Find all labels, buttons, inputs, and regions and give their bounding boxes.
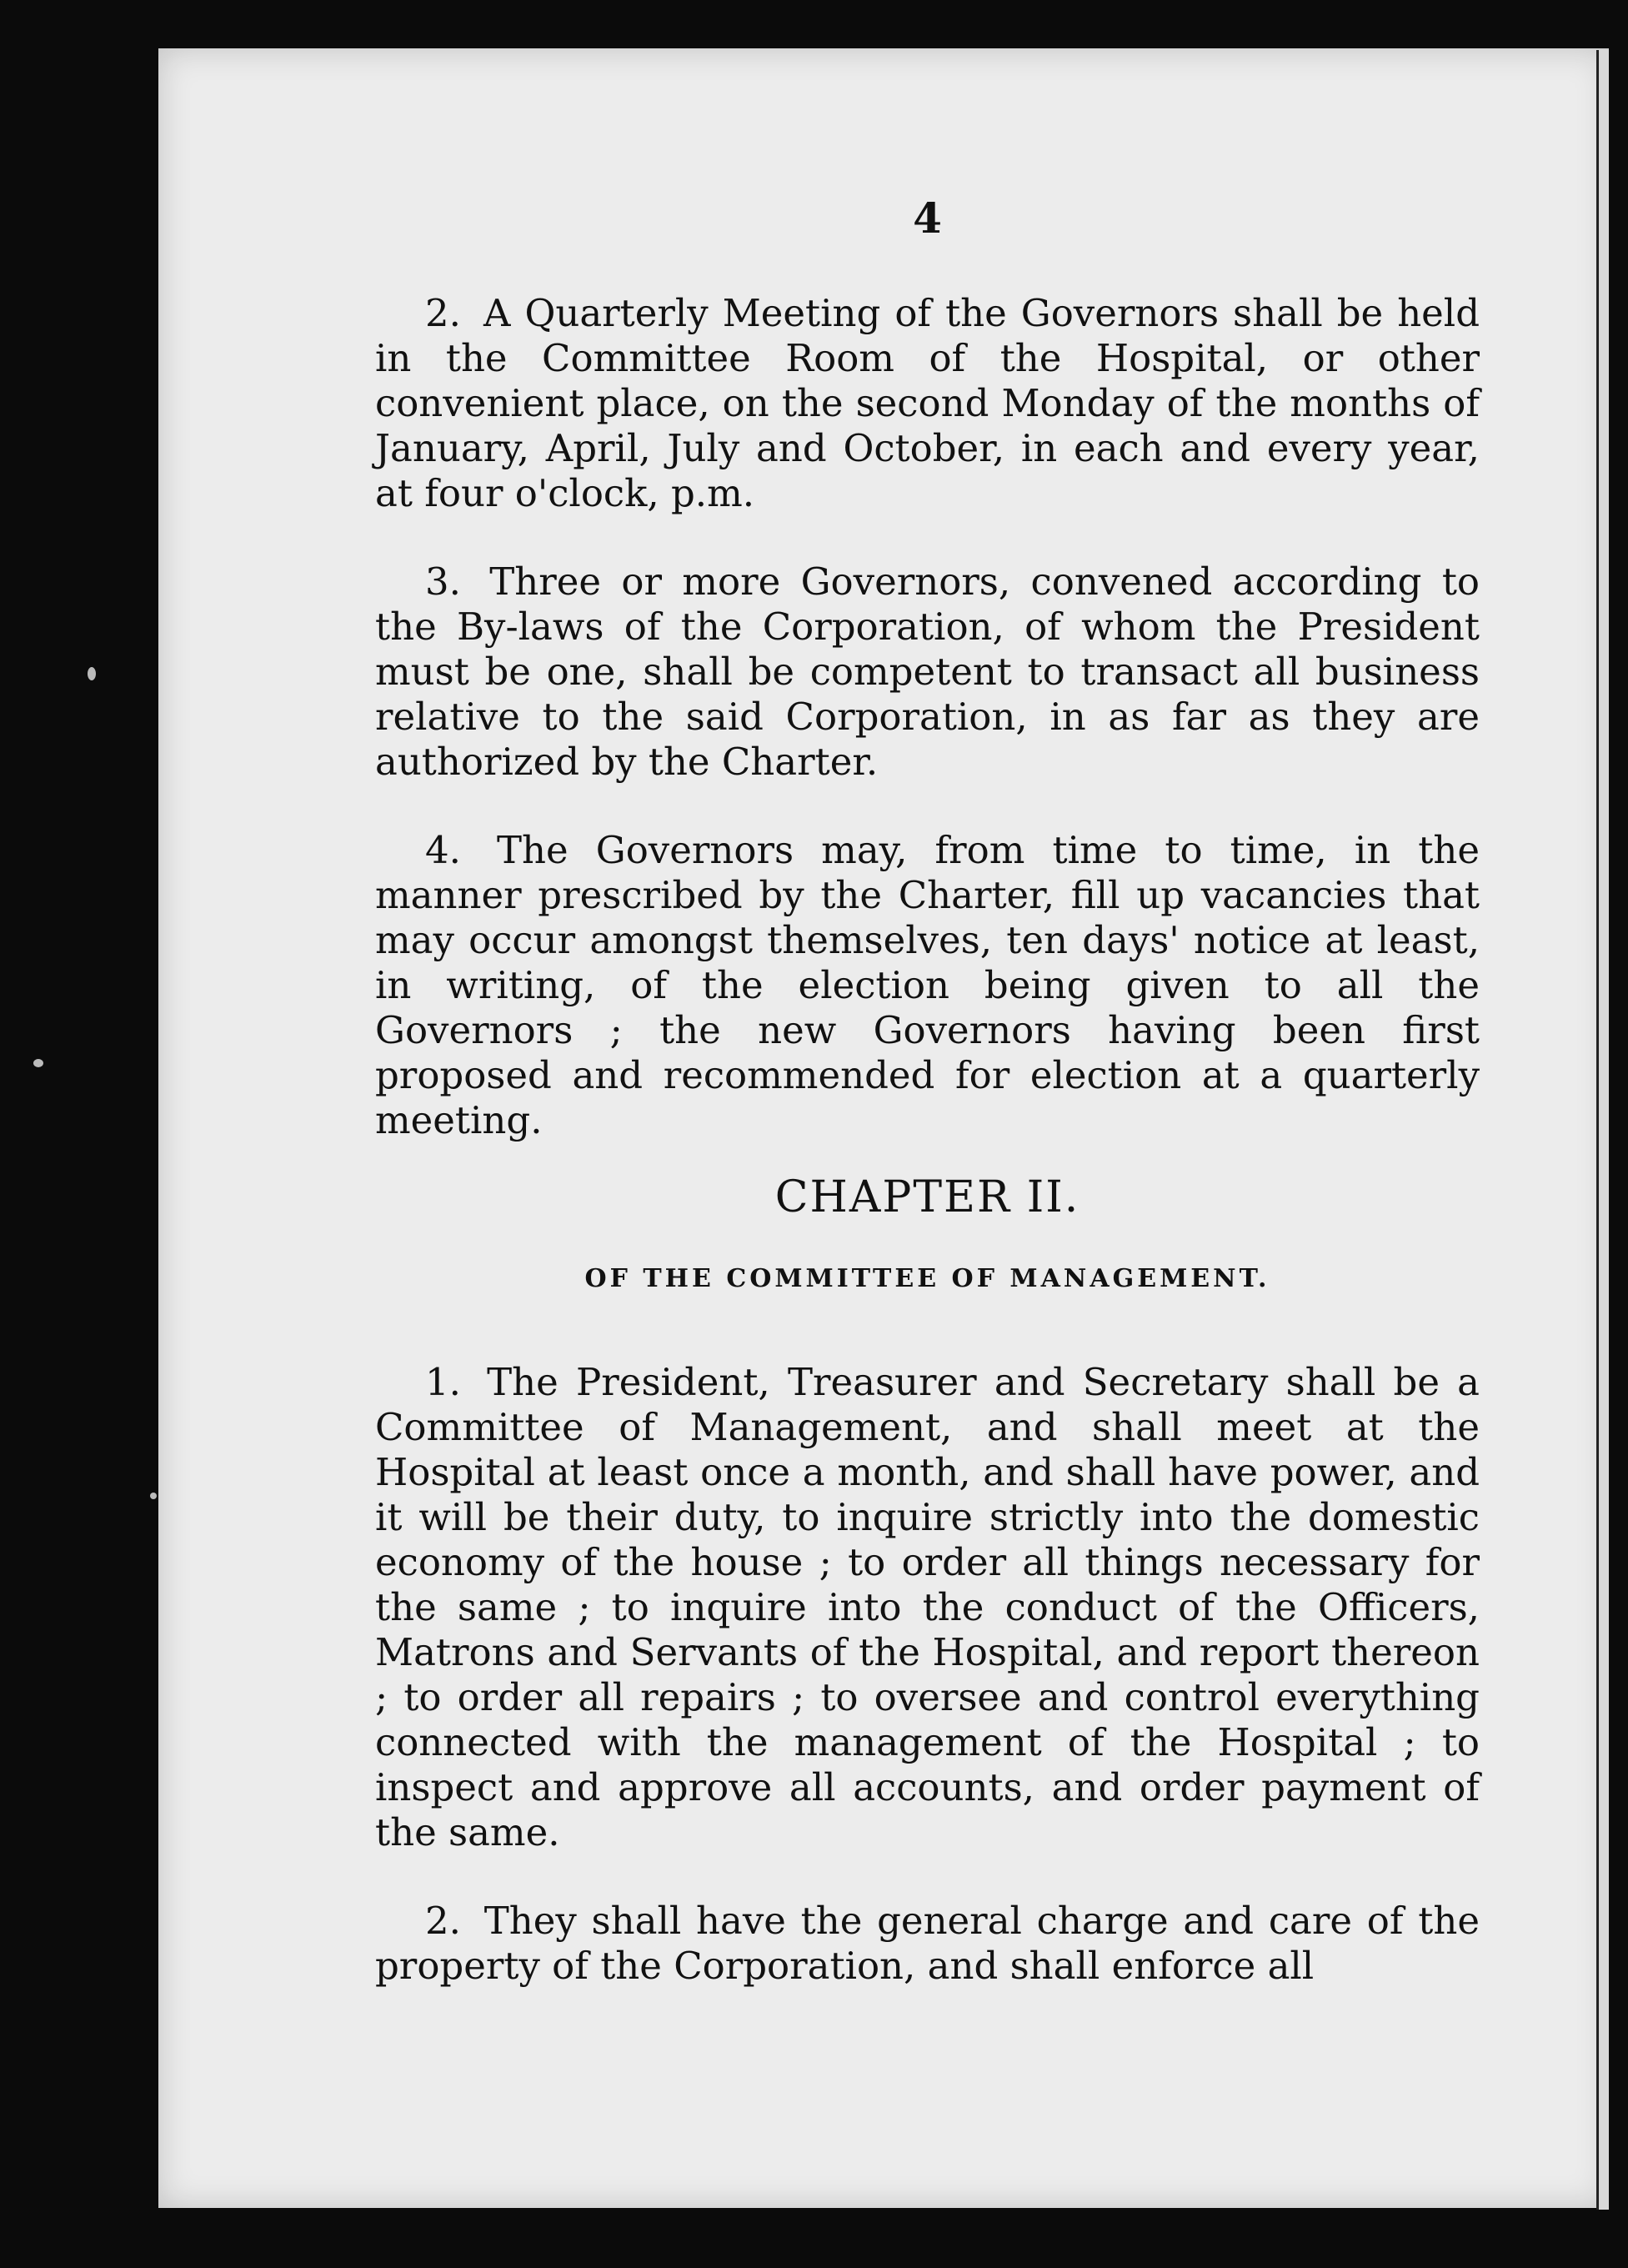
paragraph-number: 3.: [425, 559, 461, 604]
scan-speck: [33, 1059, 43, 1067]
scan-speck: [88, 667, 96, 680]
paragraph-text: They shall have the general charge and care of the property of the Corporation, and shall enforce all: [375, 1899, 1480, 1988]
chapter-title: CHAPTER II.: [774, 1172, 1080, 1222]
page-edge: [1596, 50, 1609, 2210]
paragraph-governors-4: [375, 828, 1480, 1143]
paragraph-committee-2: [375, 1899, 1480, 1989]
paragraph-number: 2.: [425, 291, 461, 335]
paragraph-text: The Governors may, from time to time, in the manner prescribed by the Charter, fill up vacancies that may occur amongst themselves, ten days' notice at least, in writing, of the election being given to all the Governors ; the new Governors having been first proposed and recommended for election at a quarterly meeting.: [375, 828, 1480, 1142]
paragraph-text: A Quarterly Meeting of the Governors shall be held in the Committee Room of the Hospital, or other convenient place, on the second Monday of the months of January, April, July and October, in each and every year, at four o'clock, p.m.: [375, 291, 1480, 515]
document-body: [375, 193, 1480, 2032]
paragraph-text: The President, Treasurer and Secretary shall be a Committee of Management, and shall meet at the Hospital at least once a month, and shall have power, and it will be their duty, to inquire strictly into the domestic economy of the house ; to order all things necessary for the same ; to inquire into the conduct of the Officers, Matrons and Servants of the Hospital, and report thereon ; to order all repairs ; to oversee and control everything connected with the management of the Hospital ; to inspect and approve all accounts, and order payment of the same.: [375, 1360, 1480, 1854]
paragraph-governors-2: [375, 291, 1480, 516]
paragraph-number: 4.: [425, 828, 461, 872]
scan-speck: [150, 1493, 157, 1499]
paragraph-number: 2.: [425, 1899, 461, 1943]
paragraph-number: 1.: [425, 1360, 461, 1404]
page-number: 4: [913, 193, 942, 243]
paragraph-committee-1: [375, 1360, 1480, 1855]
paragraph-text: Three or more Governors, convened according to the By-laws of the Corporation, of whom the President must be one, shall be competent to transact all business relative to the said Corporation, in as far as they are authorized by the Charter.: [375, 559, 1480, 784]
paragraph-governors-3: [375, 559, 1480, 785]
section-heading: OF THE COMMITTEE OF MANAGEMENT.: [584, 1264, 1270, 1293]
